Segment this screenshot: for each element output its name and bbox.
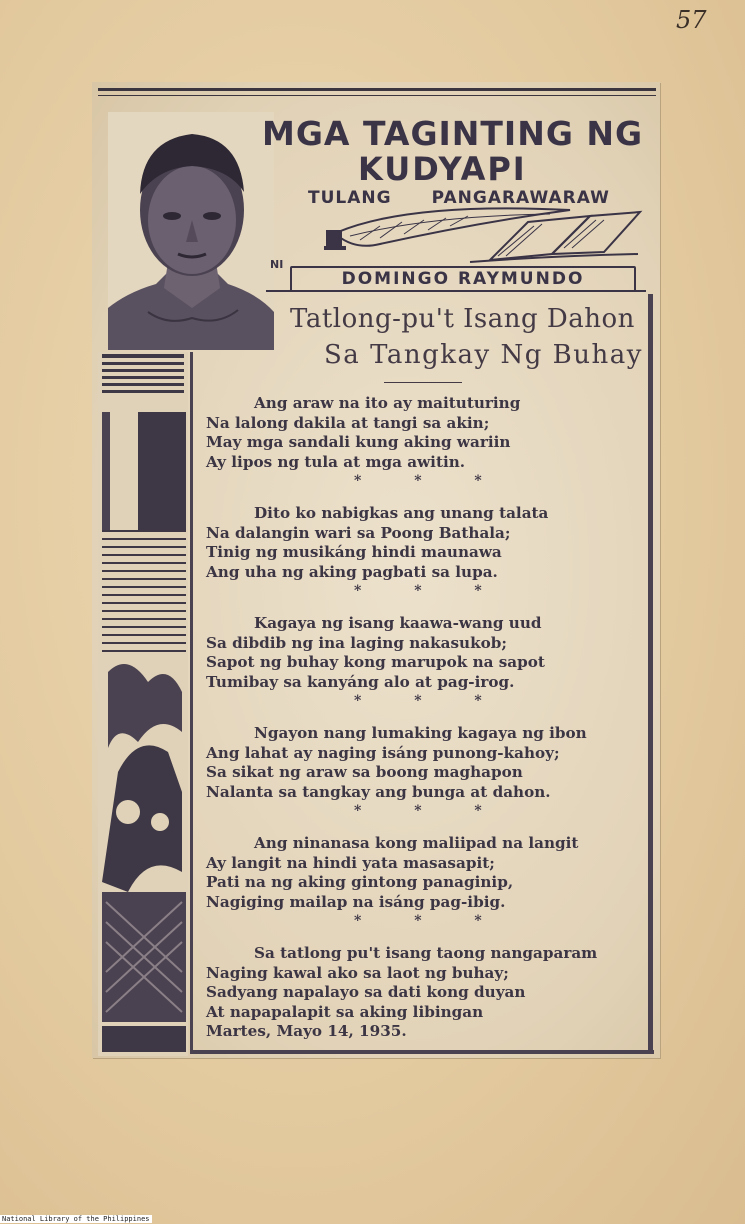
poem-line: Tumibay sa kanyáng alo at pag-irog. [206, 672, 515, 691]
poem-line: Nagiging mailap na isáng pag-ibig. [206, 892, 506, 911]
stanza-separator: * * * [354, 583, 506, 599]
inner-left-border [190, 352, 193, 1054]
poem-body [206, 394, 646, 1042]
stanza-4 [206, 724, 646, 822]
poem-title-rule [384, 382, 462, 383]
poem-line: Pati na ng aking gintong panaginip, [206, 873, 514, 891]
decorative-side-panel [98, 352, 188, 1056]
poem-line: Tinig ng musikáng hindi maunawa [206, 543, 502, 561]
poem-line: Nalanta sa tangkay ang bunga at dahon. [206, 782, 551, 801]
poem-line: Kagaya ng isang kaawa-wang uud [254, 614, 542, 632]
poem-line: Ngayon nang lumaking kagaya ng ibon [254, 724, 587, 742]
poem-line: Sa sikat ng araw sa boong maghapon [206, 763, 523, 781]
poem-line: Ang lahat ay naging isáng punong-kahoy; [206, 743, 560, 762]
stanza-1 [206, 394, 646, 492]
author-underline [266, 290, 646, 292]
page-number: 57 [676, 6, 707, 34]
poem-title-line2: Sa Tangkay Ng Buhay [324, 340, 643, 370]
stanza-separator: * * * [354, 473, 506, 489]
stanza-separator: * * * [354, 693, 506, 709]
bottom-border [190, 1050, 654, 1054]
poem-line: Sapot ng buhay kong marupok na sapot [206, 653, 545, 671]
stanza-separator: * * * [354, 803, 506, 819]
poem-line: Ang ninanasa kong maliipad na langit [254, 834, 579, 852]
stanza-5 [206, 834, 646, 932]
poem-line: Sa tatlong pu't isang taong nangaparam [254, 944, 598, 962]
poem-date: Martes, Mayo 14, 1935. [206, 1022, 407, 1040]
poem-line: Ang uha ng aking pagbati sa lupa. [206, 562, 498, 581]
poem-line: Naging kawal ako sa laot ng buhay; [206, 963, 509, 982]
author-name: DOMINGO RAYMUNDO [290, 266, 636, 292]
stanza-6 [206, 944, 646, 1042]
poem-line: Sa dibdib ng ina laging nakasukob; [206, 633, 507, 652]
stanza-3 [206, 614, 646, 712]
poem-line: Na lalong dakila at tangi sa akin; [206, 413, 490, 432]
stanza-separator: * * * [354, 913, 506, 929]
header-title-line2: KUDYAPI [358, 150, 527, 188]
right-border [648, 294, 653, 1054]
byline-prefix: NI [270, 258, 284, 271]
top-rule [98, 88, 656, 96]
archive-credit: National Library of the Philippines [2, 1215, 150, 1223]
poem-line: Dito ko nabigkas ang unang talata [254, 504, 549, 522]
poem-line: Ang araw na ito ay maituturing [254, 394, 521, 412]
stanza-2 [206, 504, 646, 602]
header-subtitle-word2: PANGARAWARAW [431, 188, 610, 208]
poem-line: At napapalapit sa aking libingan [206, 1002, 484, 1021]
poem-line: Sadyang napalayo sa dati kong duyan [206, 983, 526, 1001]
header-subtitle-word1: TULANG [308, 188, 392, 208]
poem-line: May mga sandali kung aking wariin [206, 433, 511, 451]
poem-line: Ay lipos ng tula at mga awitin. [206, 452, 466, 471]
poem-title-line1: Tatlong-pu't Isang Dahon [290, 304, 635, 334]
poem-line: Ay langit na hindi yata masasapit; [206, 853, 495, 872]
quill-and-book-illustration [320, 196, 650, 268]
header-title-line1: MGA TAGINTING NG [262, 114, 644, 153]
author-portrait [108, 112, 274, 350]
poem-line: Na dalangin wari sa Poong Bathala; [206, 523, 511, 542]
